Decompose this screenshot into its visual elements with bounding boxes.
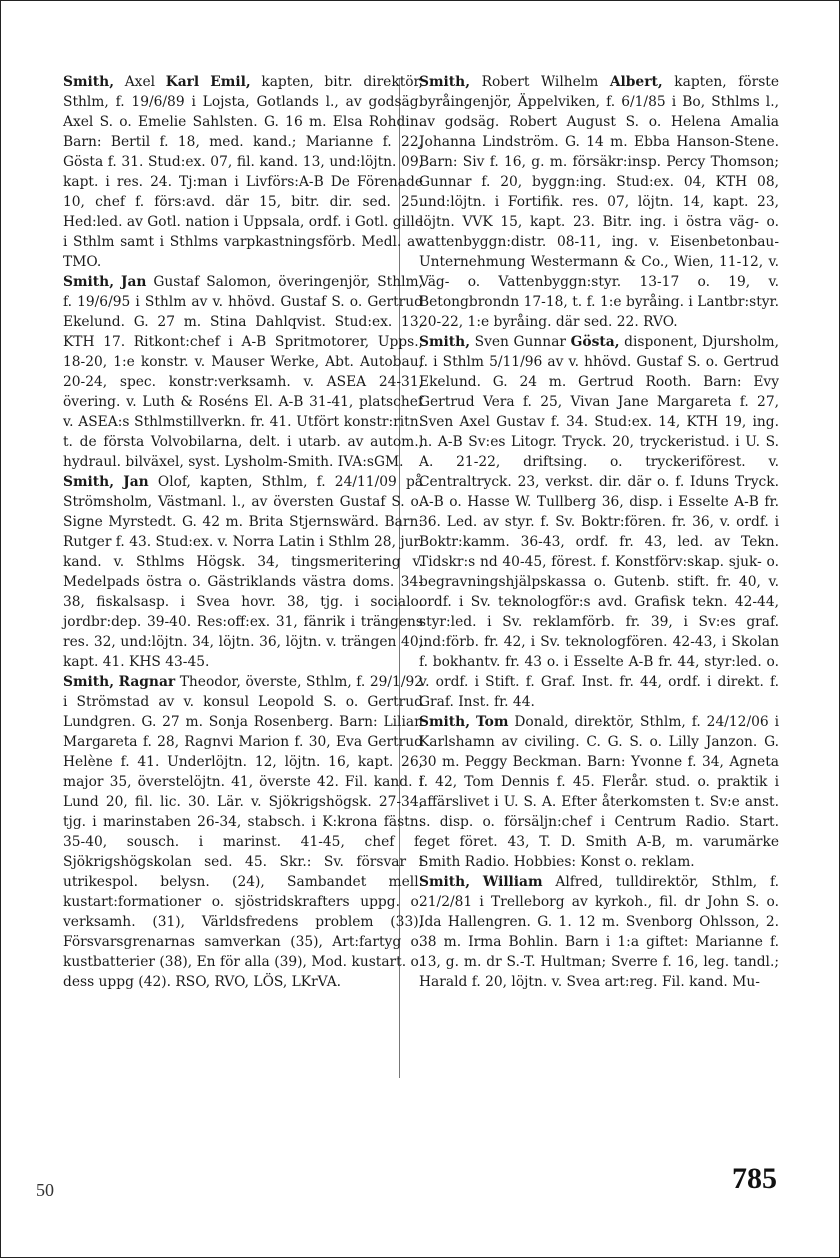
entry-given-names: Theodor, xyxy=(179,674,241,690)
entry-preferred-name: Albert, xyxy=(609,74,663,90)
biography-entry xyxy=(63,672,423,992)
entry-text: överingenjör, Sthlm, f. 19/6/95 i Sthlm av v. hhövd. Gustaf S. o. Gertrud Ekelund. G. 27 m. Stina Dahlqvist. Stud:ex. 13, KTH 17. Ritkont:chef i A-B Spritmotorer, Upps., 18-20, 1:e konstr. v. Mauser Werke, Abt. Autobau, 20-24, spec. konstr:verksamh. v. ASEA 24-31, övering. v. Luth & Roséns El. A-B 31-41, platschef v. ASEA:s Sthlmstillverkn. fr. 41. Utfört konstr:ritn. t. de första Volvobilarna, delt. i utarb. av autom., hydraul. bilväxel, syst. Lysholm-Smith. IVA:sGM. xyxy=(63,274,423,470)
entry-preferred-name: Gösta, xyxy=(570,334,620,350)
entry-preferred-name: Jan xyxy=(120,274,147,290)
entry-surname: Smith, xyxy=(63,674,115,690)
entry-given-names: Donald, xyxy=(514,714,569,730)
entry-given-names: Axel xyxy=(124,74,156,90)
entry-preferred-name: Tom xyxy=(475,714,509,730)
right-column xyxy=(419,72,779,992)
biography-entry xyxy=(63,472,423,672)
biography-entry xyxy=(419,712,779,872)
entry-given-names: Gustaf Salomon, xyxy=(153,274,272,290)
entry-text: kapten, bitr. direktör, Sthlm, f. 19/6/89 i Lojsta, Gotlands l., av godsäg. Axel S. o. Emelie Sahlsten. G. 16 m. Elsa Rohdin. Barn: Bertil f. 18, med. kand.; Marianne f. 22, Gösta f. 31. Stud:ex. 07, fil. kand. 13, und:löjtn. 09, kapt. i res. 24. Tj:man i Livförs:A-B De Förenade 10, chef f. förs:avd. där 15, bitr. dir. sed. 25. Hed:led. av Gotl. nation i Uppsala, ordf. i Gotl. gille i Sthlm samt i Sthlms varpkastningsförb. Medl. av TMO. xyxy=(63,74,424,270)
biography-entry xyxy=(63,272,423,472)
biography-entry xyxy=(419,872,779,992)
page-number: 785 xyxy=(732,1162,777,1195)
entry-surname: Smith, xyxy=(63,274,115,290)
entry-preferred-name: Karl Emil, xyxy=(165,74,251,90)
entry-preferred-name: Ragnar xyxy=(118,674,176,690)
entry-text: direktör, Sthlm, f. 24/12/06 i Karlshamn av civiling. C. G. S. o. Lilly Janzon. G. 30 m. Peggy Beckman. Barn: Yvonne f. 34, Agneta f. 42, Tom Dennis f. 45. Flerår. stud. o. praktik i affärslivet i U. S. A. Efter återkomsten t. Sv:e anst. s. disp. o. försäljn:chef i Centrum Radio. Start. eget föret. 43, T. D. Smith A-B, m. varumärke Smith Radio. Hobbies: Konst o. reklam. xyxy=(419,714,779,870)
entry-text: överste, Sthlm, f. 29/1/92 i Strömstad av v. konsul Leopold S. o. Gertrud Lundgren. G. 27 m. Sonja Rosenberg. Barn: Lilian Margareta f. 28, Ragnvi Marion f. 30, Eva Gertrud Helène f. 41. Underlöjtn. 12, löjtn. 16, kapt. 26, major 35, överstelöjtn. 41, överste 42. Fil. kand. i Lund 20, fil. lic. 30. Lär. v. Sjökrigshögsk. 27-34, tjg. i marinstaben 26-34, stabsch. i K:krona fästn. 35-40, sousch. i marinst. 41-45, chef f. Sjökrigshögskolan sed. 45. Skr.: Sv. försvar i utrikespol. belysn. (24), Sambandet mell. kustart:formationer o. sjöstridskrafters uppg. o. verksamh. (31), Världsfredens problem (33), Försvarsgrenarnas samverkan (35), Art:fartyg o. kustbatterier (38), En för alla (39), Mod. kustart. o. dess uppg (42). RSO, RVO, LÖS, LKrVA. xyxy=(63,674,424,990)
entry-surname: Smith, xyxy=(419,874,471,890)
sheet-number: 50 xyxy=(36,1180,54,1200)
entry-text: disponent, Djursholm, f. i Sthlm 5/11/96 av v. hhövd. Gustaf S. o. Gertrud Ekelund. G. 24 m. Gertrud Rooth. Barn: Evy Gertrud Vera f. 25, Vivan Jane Margareta f. 27, Sven Axel Gustav f. 34. Stud:ex. 14, KTH 19, ing. h. A-B Sv:es Litogr. Tryck. 20, tryckeristud. i U. S. A. 21-22, driftsing. o. tryckeriförest. v. Centraltryck. 23, verkst. dir. där o. f. Iduns Tryck. A-B o. Hasse W. Tullberg 36, disp. i Esselte A-B fr. 36. Led. av styr. f. Sv. Boktr:fören. fr. 36, v. ordf. i Boktr:kamm. 36-43, ordf. fr. 43, led. av Tekn. Tidskr:s nd 40-45, förest. f. Konstförv:skap. sjuk- o. begravningshjälpskassa o. Gutenb. stift. fr. 40, v. ordf. i Sv. teknologför:s avd. Grafisk tekn. 42-44, styr:led. i Sv. reklamförb. fr. 39, i Sv:es graf. ind:förb. fr. 42, i Sv. teknologfören. 42-43, i Skolan f. bokhantv. fr. 43 o. i Esselte A-B fr. 44, styr:led. o. v. ordf. i Stift. f. Graf. Inst. fr. 44, ordf. i direkt. f. Graf. Inst. fr. 44. xyxy=(419,334,780,710)
entry-given-names: Olof, xyxy=(157,474,191,490)
entry-surname: Smith, xyxy=(419,334,471,350)
entry-text: kapten, förste byråingenjör, Äppelviken, f. 6/1/85 i Bo, Sthlms l., av godsäg. Robert August S. o. Helena Amalia Johanna Lindström. G. 14 m. Ebba Hanson-Stene. Barn: Siv f. 16, g. m. försäkr:insp. Percy Thomson; Gunnar f. 20, byggn:ing. Stud:ex. 04, KTH 08, und:löjtn. i Fortifik. res. 07, löjtn. 14, kapt. 23, löjtn. VVK 15, kapt. 23. Bitr. ing. i östra väg- o. vattenbyggn:distr. 08-11, ing. v. Eisenbetonbau-Unternehmung Westermann & Co., Wien, 11-12, v. Väg- o. Vattenbyggn:styr. 13-17 o. 19, v. Betongbrondn 17-18, t. f. 1:e byråing. i Lantbr:styr. 20-22, 1:e byråing. där sed. 22. RVO. xyxy=(419,74,779,330)
entry-given-names: Alfred, xyxy=(555,874,603,890)
entry-surname: Smith, xyxy=(63,74,115,90)
entry-text: kapten, Sthlm, f. 24/11/09 på Strömsholm, Västmanl. l., av översten Gustaf S. o. Signe Myrstedt. G. 42 m. Brita Stjernswärd. Barn: Rutger f. 43. Stud:ex. v. Norra Latin i Sthlm 28, jur. kand. v. Sthlms Högsk. 34, tingsmeritering v. Medelpads östra o. Gästriklands västra doms. 34-38, fiskalsasp. i Svea hovr. 38, tjg. i socialo. jordbr:dep. 39-40. Res:off:ex. 31, fänrik i trängens res. 32, und:löjtn. 34, löjtn. 36, löjtn. v. trängen 40, kapt. 41. KHS 43-45. xyxy=(63,474,424,670)
entry-surname: Smith, xyxy=(419,74,471,90)
entry-preferred-name: William xyxy=(482,874,543,890)
entry-surname: Smith, xyxy=(63,474,115,490)
entry-text: tulldirektör, Sthlm, f. 21/2/81 i Trelleborg av kyrkoh., fil. dr John S. o. Ida Hallengren. G. 1. 12 m. Svenborg Ohlsson, 2. 38 m. Irma Bohlin. Barn i 1:a giftet: Marianne f. 13, g. m. dr S.-T. Hultman; Sverre f. 16, leg. tandl.; Harald f. 20, löjtn. v. Svea art:reg. Fil. kand. Mu- xyxy=(419,874,779,990)
biography-entry xyxy=(63,72,423,272)
left-column xyxy=(63,72,423,992)
biography-entry xyxy=(419,72,779,332)
entry-preferred-name: Jan xyxy=(123,474,149,490)
entry-surname: Smith, xyxy=(419,714,471,730)
biography-entry xyxy=(419,332,779,712)
entry-given-names: Sven Gunnar xyxy=(474,334,567,350)
entry-given-names: Robert Wilhelm xyxy=(481,74,599,90)
